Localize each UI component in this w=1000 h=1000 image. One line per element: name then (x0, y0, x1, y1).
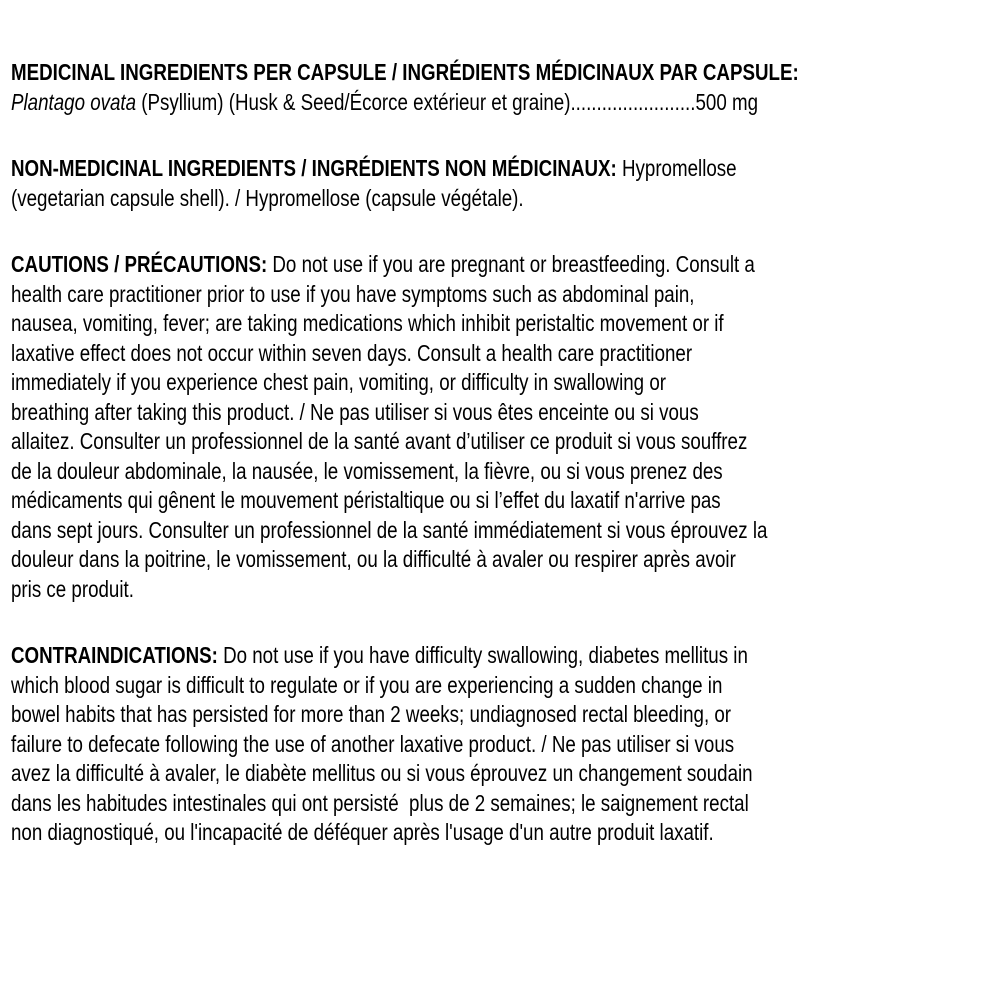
non-medicinal-line-1-text: Hypromellose (616, 155, 737, 181)
cautions-line: laxative effect does not occur within seven days. Consult a health care practitioner (11, 339, 693, 366)
cautions-line: dans sept jours. Consulter un professionnel de la santé immédiatement si vous éprouvez la (11, 516, 768, 543)
cautions-line: médicaments qui gênent le mouvement péristaltique ou si l’effet du laxatif n'arrive pas (11, 487, 721, 513)
medicinal-ingredients-heading: MEDICINAL INGREDIENTS PER CAPSULE / INGRÉDIENTS MÉDICINAUX PAR CAPSULE: (11, 59, 799, 85)
cautions-line-1 (11, 250, 997, 280)
cautions-line: nausea, vomiting, fever; are taking medications which inhibit peristaltic movement or if (11, 310, 724, 336)
cautions-line: breathing after taking this product. / Ne pas utiliser si vous êtes enceinte ou si vous (11, 398, 699, 425)
medicinal-ingredients-section (11, 58, 997, 117)
contraindications-line: avez la difficulté à avaler, le diabète mellitus ou si vous éprouvez un changement soudain (11, 760, 753, 786)
contraindications-line: failure to defecate following the use of another laxative product. / Ne pas utiliser si vous (11, 730, 735, 757)
cautions-section (11, 250, 997, 604)
contraindications-line: non diagnostiqué, ou l'incapacité de déféquer après l'usage d'un autre produit laxatif. (11, 819, 714, 845)
non-medicinal-heading: NON-MEDICINAL INGREDIENTS / INGRÉDIENTS NON MÉDICINAUX: (11, 155, 617, 181)
ingredient-details: (Psyllium) (Husk & Seed/Écorce extérieur et graine)........................500 mg (136, 88, 758, 115)
cautions-line-1-text: Do not use if you are pregnant or breastfeeding. Consult a (267, 251, 755, 277)
non-medicinal-line-1 (11, 154, 997, 184)
cautions-line: de la douleur abdominale, la nausée, le vomissement, la fièvre, ou si vous prenez des (11, 457, 723, 484)
ingredient-latin-name: Plantago ovata (11, 88, 137, 115)
contraindications-line: which blood sugar is difficult to regulate or if you are experiencing a sudden change in (11, 671, 723, 698)
medicinal-ingredient-line (11, 88, 997, 118)
cautions-line: immediately if you experience chest pain, vomiting, or difficulty in swallowing or (11, 369, 666, 395)
contraindications-line: bowel habits that has persisted for more than 2 weeks; undiagnosed rectal bleeding, or (11, 701, 732, 727)
contraindications-line-1-text: Do not use if you have difficulty swallowing, diabetes mellitus in (217, 642, 748, 668)
cautions-line: douleur dans la poitrine, le vomissement, ou la difficulté à avaler ou respirer après avoir (11, 546, 736, 572)
non-medicinal-ingredients-section (11, 154, 997, 213)
product-label (11, 58, 997, 885)
cautions-heading: CAUTIONS / PRÉCAUTIONS: (11, 251, 268, 277)
non-medicinal-line-2: (vegetarian capsule shell). / Hypromellose (capsule végétale). (11, 184, 524, 211)
contraindications-section (11, 641, 997, 848)
contraindications-line: dans les habitudes intestinales qui ont persisté plus de 2 semaines; le saignement rectal (11, 789, 749, 816)
cautions-line: health care practitioner prior to use if you have symptoms such as abdominal pain, (11, 280, 695, 307)
contraindications-heading: CONTRAINDICATIONS: (11, 642, 218, 668)
cautions-line: allaitez. Consulter un professionnel de la santé avant d’utiliser ce produit si vous souffrez (11, 428, 748, 454)
cautions-line: pris ce produit. (11, 575, 134, 602)
contraindications-line-1 (11, 641, 997, 671)
